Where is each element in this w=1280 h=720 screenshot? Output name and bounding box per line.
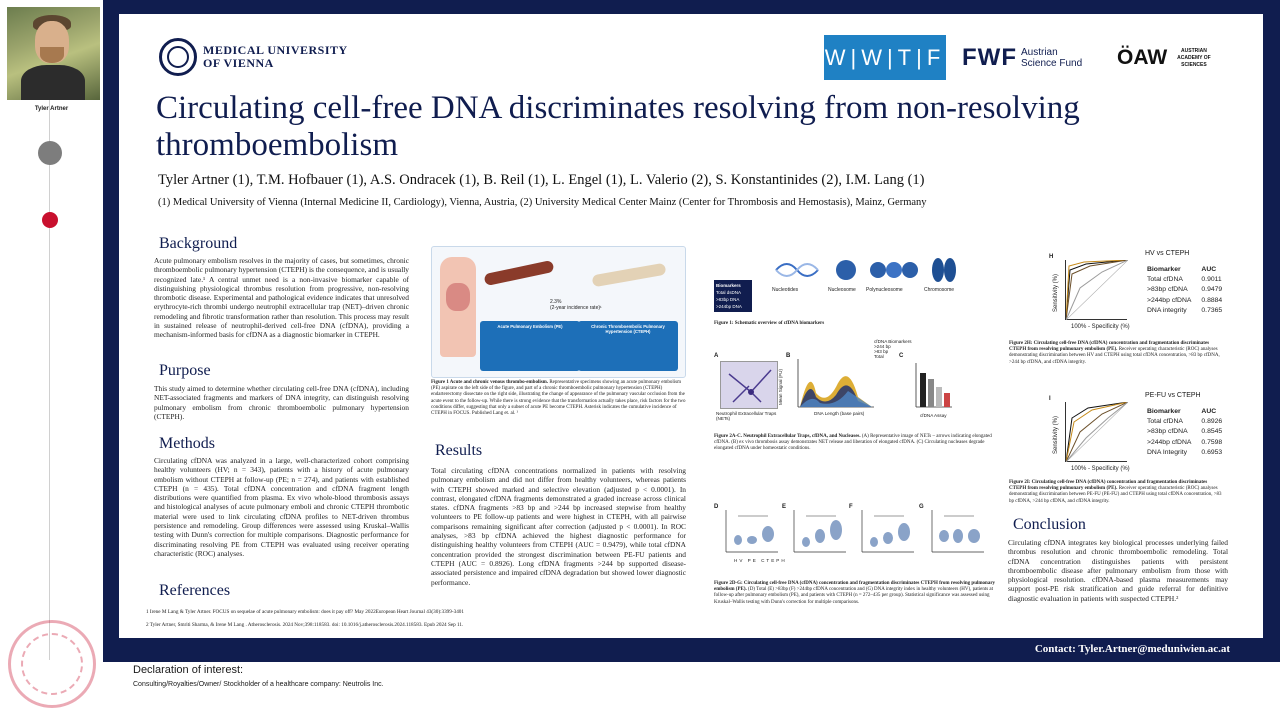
results-text: Total circulating cfDNA concentrations normalized in patients with resolving pulmonary embolism and did not differ from healthy volunteers, whereas patients with CTEPH showed marked and selective elevation (adjusted p < 0.0001). In contrast, elongated cfDNA fragments demonstrated a graded increase across clinical states. cfDNA fragments >83 bp and >244 bp increased stepwise from healthy volunteers to PE follow-up patients and were highest in CTEPH, with all pairwise comparisons remaining significant after correction (adjusted p < 0.0001). In ROC analyses, >83 bp cfDNA achieved the highest diagnostic performance for distinguishing healthy volunteers from CTEPH (AUC = 0.9479), while total cfDNA concentration provided the strongest discrimination between PE-FU patients and CTEPH (AUC = 0.8926). Long cfDNA fragments >244 bp supported disease-associated persistence and impaired cfDNA degradation but showed lower diagnostic performance.: [431, 466, 686, 587]
panel-a-label: Neutrophil Extracellular Traps (NETs): [716, 411, 777, 421]
violin-83bp-cfdna: [792, 510, 848, 554]
roc-chart-hv-vs-cteph: [1049, 250, 1249, 338]
declaration-title: Declaration of interest:: [133, 664, 244, 676]
progress-marker-red[interactable]: [42, 212, 58, 228]
panel-letter-g: G: [919, 504, 924, 510]
roc-i-xlabel: 100% - Specificity (%): [1071, 466, 1130, 472]
university-seal-watermark: [8, 620, 96, 708]
purpose-text: This study aimed to determine whether circulating cell-free DNA (cfDNA), including NET-associated fragments and markers of DNA integrity, can distinguish resolving pulmonary embolism from chronic thromboembolic pulmonary hypertension (CTEPH).: [154, 384, 409, 421]
poster-slide: [103, 0, 1280, 662]
panel-letter-a: A: [714, 353, 719, 359]
stage-polynucleosome: Polynucleosome: [866, 256, 916, 296]
schematic-caption: Figure 1: Schematic overview of cfDNA biomarkers: [714, 321, 825, 326]
cteph-info-box: Chronic Thromboembolic Pulmonary Hypertension (CTEPH): [578, 321, 678, 371]
roc-i-ylabel: Sensitivity (%): [1053, 415, 1059, 454]
poster-title: Circulating cell-free DNA discriminates resolving from non-resolving thromboembolism: [156, 90, 1080, 163]
panel-letter-d: D: [714, 504, 719, 510]
meduni-vienna-logo: [159, 38, 348, 76]
fwf-logo-text: FWF: [962, 44, 1017, 71]
webcam-beard: [40, 47, 64, 63]
panel-letter-i: I: [1049, 396, 1051, 402]
sidebar-divider: [49, 100, 50, 660]
poster-affiliations: (1) Medical University of Vienna (Internal Medicine II, Cardiology), Vienna, Austria, (2) University Medical Center Mainz (Center for Thrombosis and Hemostasis), Mainz, Germany: [158, 197, 927, 208]
panel-letter-b: B: [786, 353, 791, 359]
panel-letter-h: H: [1049, 254, 1054, 260]
stage-chromosome: Chromosome: [924, 256, 974, 296]
violin-244bp-cfdna: [860, 510, 916, 554]
methods-heading: Methods: [159, 435, 215, 452]
figure-1-caption: Figure 1 Acute and chronic venous thrombo-embolism. Representative specimens showing an acute pulmonary embolism (PE) aspirate on the left side of the figure, and part of a chronic thromboembolic pulmonary hypertension (CTEPH) endarterectomy dissectate on the right side, illustrating the change of appearance of the pulmonary vascular occlusion from the acute event to the follow-up. While there is strong evidence that the transformation actually takes place, risk factors for the two conditions differ, suggesting that only a subset of acute PE become CTEPH. Asterisk indicates the cumulative incidence of CTEPH in FOCUS. Published Lang et. al. ¹: [431, 380, 686, 417]
oaw-sub-1: AUSTRIAN: [1181, 47, 1207, 54]
purpose-heading: Purpose: [159, 362, 211, 379]
group-labels: HV PE CTEPH: [734, 558, 787, 563]
stage-nucleotides: Nucleotides: [772, 256, 822, 296]
roc-i-caption: Figure 2I: Circulating cell-free DNA (cfDNA) concentration and fragmentation discriminates CTEPH from resolving pulmonary embolism (PE). Receiver operating characteristic (ROC) analyses demonstrating discrimination between PE-FU (PE-FU) and CTEPH using total cfDNA concentration, >83 bp cfDNA, >244 bp cfDNA, and cfDNA integrity.: [1009, 480, 1222, 504]
fwf-sub-1: Austrian: [1020, 47, 1058, 58]
reference-item: 2 Tyler Artner, Smriti Sharma, & Irene M Lang . Atherosclerosis. 2024 Nov;398:118583. doi: 10.1016/j.atherosclerosis.2024.118583. Epub 2024 Sep 11.: [146, 622, 464, 628]
progress-marker-grey[interactable]: [38, 141, 62, 165]
roc-h-xlabel: 100% - Specificity (%): [1071, 324, 1130, 330]
presenter-sidebar: [0, 0, 103, 720]
roc-h-caption: Figure 2H: Circulating cell-free DNA (cfDNA) concentration and fragmentation discriminates CTEPH from resolving pulmonary embolism (PE). Receiver operating characteristic (ROC) analyses demonstrating discrimination between HV and CTEPH using total cfDNA concentration, >83 bp cfDNA, >244 bp cfDNA, and cfDNA integrity.: [1009, 341, 1220, 365]
oaw-logo-text: ÖAW: [1117, 46, 1168, 69]
background-heading: Background: [159, 235, 238, 252]
conclusion-text: Circulating cfDNA integrates key biological processes underlying failed thrombus resolution and chronic thromboembolic remodeling. Total cfDNA concentration distinguishes patients with persistent thromboembolic disease after pulmonary embolism from those with physiological resolution. cfDNA-based plasma measurements may support post-PE risk stratification and guide referral for definitive diagnostic evaluation in patients with suspected CTEPH.²: [1008, 538, 1228, 603]
wwtf-logo: W|W|T|F: [824, 35, 946, 80]
roc-h-axes: [1065, 260, 1127, 320]
electropherogram-chart: [796, 357, 876, 409]
oaw-sub-3: SCIENCES: [1181, 61, 1207, 68]
poster-canvas: [119, 14, 1263, 638]
results-heading: Results: [435, 442, 483, 459]
panel-c-xlabel: cfDNA Assay: [920, 413, 947, 418]
biomarkers-legend: Biomarkers Total dsDNA >83bp DNA >244bp DNA: [714, 280, 752, 312]
references-heading: References: [159, 582, 231, 599]
lungs-illustration: [446, 283, 470, 311]
violin-total-cfdna: [724, 510, 780, 554]
panel-b-legend: cfDNA Biomarkers >244 bp >83 bp Total: [874, 339, 912, 359]
figure-2-schematic: [714, 256, 959, 316]
roc-i-axes: [1065, 402, 1127, 462]
panel-letter-f: F: [849, 504, 853, 510]
panel-b-ylabel: Mean Signal (FU): [778, 369, 783, 405]
webcam-body: [21, 65, 85, 100]
presenter-video[interactable]: [7, 7, 100, 100]
background-text: Acute pulmonary embolism resolves in the majority of cases, but sometimes, chronic thromboembolic pulmonary hypertension (CTEPH) is the consequence, and is usually recognized late.¹ A central unmet need is a non-invasive biomarker capable of distinguishing physiological thrombus resolution from progressive, non-resolving thrombotic disease. Experimental and pathological evidence indicates that unresolved erythrocyte-rich thrombi undergo neutrophil extracellular trap (NET)–driven chronic remodeling and fibrotic transformation rather than resolution. This process may result in sustained release of neutrophil-derived cell-free DNA (cfDNA), providing a mechanism-informed basis for cfDNA as a diagnostic biomarker in CTEPH.: [154, 256, 409, 340]
declaration-text: Consulting/Royalties/Owner/ Stockholder of a healthcare company: Neutrolis Inc.: [133, 681, 384, 688]
incidence-label: 2.3% (2-year incidence rate)¹: [550, 299, 602, 311]
stage-nucleosome: Nucleosome: [826, 256, 876, 296]
pe-info-box: Acute Pulmonary Embolism (PE): [480, 321, 580, 371]
poster-authors: Tyler Artner (1), T.M. Hofbauer (1), A.S. Ondracek (1), B. Reil (1), L. Engel (1), L. Valerio (2), S. Konstantinides (2), I.M. Lang (1): [158, 172, 925, 188]
oaw-sub-2: ACADEMY OF: [1177, 54, 1211, 61]
presenter-name: Tyler Artner: [34, 106, 69, 112]
roc-i-title: PE-FU vs CTEPH: [1145, 392, 1201, 399]
figure-2dg-violin-plots: [714, 504, 999, 574]
meduni-seal-icon: [159, 38, 197, 76]
roc-h-ylabel: Sensitivity (%): [1053, 273, 1059, 312]
fwf-sub-2: Science Fund: [1020, 58, 1083, 69]
panel-b-xlabel: DNA Length (base pairs): [814, 411, 865, 416]
figure-2abc-panels: [714, 339, 984, 419]
logo-line-2: OF VIENNA: [203, 56, 274, 70]
figure-2dg-caption: Figure 2D-G: Circulating cell-free DNA (cfDNA) concentration and fragmentation discriminates CTEPH from resolving pulmonary embolism (PE). (D) Total (E) >83bp (F) >244bp cfDNA concentration and (G) DNA integrity index in healthy volunteers (HV), patients at follow-up after pulmonary embolism (PE), and patients with CTEPH (n = 272–435 per group). Statistical significance was assessed using Kruskal–Wallis testing with Dunn's correction for multiple comparisons.: [714, 581, 996, 605]
panel-letter-c: C: [899, 353, 904, 359]
acute-clot-image: [484, 260, 555, 286]
chronic-clot-image: [592, 263, 667, 288]
methods-text: Circulating cfDNA was analyzed in a large, well-characterized cohort comprising healthy volunteers (HV; n = 343), patients with a history of acute pulmonary embolism without CTEPH at follow-up (PE; n = 274), and patients with established CTEPH (n = 435). Total cfDNA concentration and cfDNA fragment length distributions were quantified from plasma. Ex vivo whole-blood thrombosis assays and histological analyses of acute pulmonary emboli and chronic CTEPH thrombotic material were used to link circulating cfDNA profiles to NET-driven thrombus persistence and remodeling. Group differences were assessed using Kruskal–Wallis testing with Dunn's correction for multiple comparisons. Diagnostic performance for discriminating resolving PE from CTEPH was evaluated using receiver operating characteristic (ROC) analyses.: [154, 456, 409, 558]
panel-letter-e: E: [782, 504, 787, 510]
roc-i-legend: Biomarker AUC Total cfDNA 0.8926 >83bp cfDNA 0.8545 >244bp cfDNA 0.7598 DNA Integrity 0.6953: [1147, 408, 1223, 456]
figure-1-illustration: [431, 246, 686, 378]
logo-line-1: MEDICAL UNIVERSITY: [203, 43, 348, 57]
conclusion-heading: Conclusion: [1013, 516, 1086, 533]
nuclease-bar-chart: [914, 361, 954, 409]
roc-h-legend: Biomarker AUC Total cfDNA 0.9011 >83bp cfDNA 0.9479 >244bp cfDNA 0.8884 DNA integrity 0.7365: [1147, 266, 1223, 314]
reference-item: 1 Irene M Lang & Tyler Artner. FOCUS on sequelae of acute pulmonary embolism: does it pay off? May 2022European Heart Journal 43(30):3399-3401: [146, 609, 464, 615]
violin-dna-integrity: [930, 510, 986, 554]
roc-h-title: HV vs CTEPH: [1145, 250, 1190, 257]
figure-2abc-caption: Figure 2A-C. Neutrophil Extracellular Traps, cfDNA, and Nucleases. (A) Representative image of NETs – arrows indicating elongated cfDNA. (B) ex vivo thrombosis assay demonstrates NET release and liberation of elongated cfDNA. (C) Circulating nucleases degrade elongated cfDNA under homeostatic conditions.: [714, 434, 992, 452]
nets-micrograph: [720, 361, 778, 409]
contact-email[interactable]: Contact: Tyler.Artner@meduniwien.ac.at: [1034, 643, 1230, 655]
roc-chart-pefu-vs-cteph: [1049, 392, 1249, 480]
oaw-logo: [1117, 46, 1211, 70]
fwf-logo: [962, 44, 1082, 72]
